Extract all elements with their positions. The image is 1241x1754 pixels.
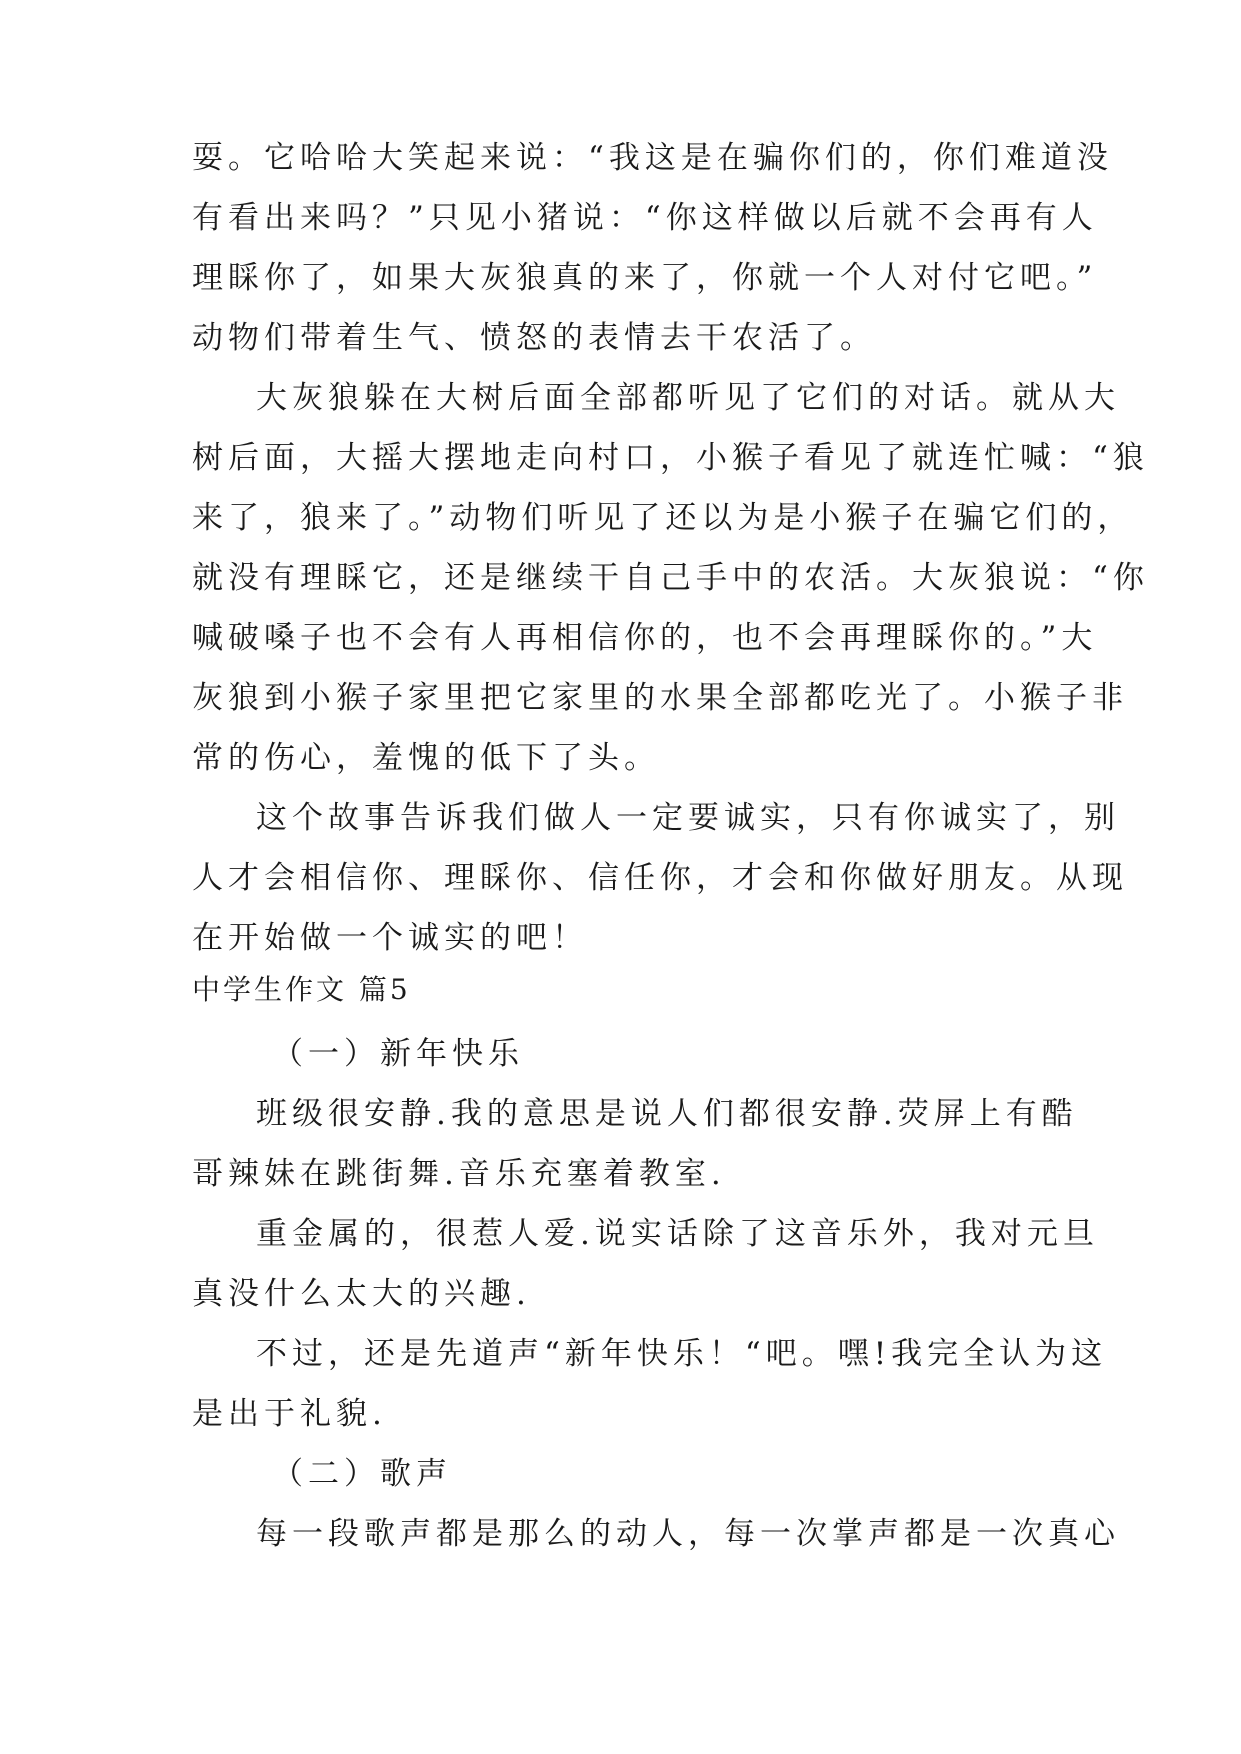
text-line: 不过，还是先道声“新年快乐！“吧。嘿!我完全认为这 <box>256 1336 1108 1372</box>
text-line: 耍。它哈哈大笑起来说：“我这是在骗你们的，你们难道没 <box>192 140 1113 176</box>
document-page <box>192 140 1149 1553</box>
text-line: 在开始做一个诚实的吧！ <box>192 920 588 956</box>
text-line: 来了，狼来了。”动物们听见了还以为是小猴子在骗它们的， <box>192 500 1134 536</box>
text-line: 常的伤心，羞愧的低下了头。 <box>192 740 660 776</box>
paragraph-3 <box>192 800 1128 957</box>
text-line: 喊破嗓子也不会有人再相信你的，也不会再理睬你的。”大 <box>192 620 1098 656</box>
text-line: 是出于礼貌. <box>192 1396 387 1432</box>
paragraph-2 <box>192 380 1149 777</box>
text-line: 就没有理睬它，还是继续干自己手中的农活。大灰狼说：“你 <box>192 560 1149 596</box>
text-line: 理睬你了，如果大灰狼真的来了，你就一个人对付它吧。” <box>192 260 1098 296</box>
paragraph-1 <box>192 140 1113 357</box>
section-body <box>192 1036 1120 1553</box>
text-line: 有看出来吗？”只见小猪说：“你这样做以后就不会再有人 <box>192 200 1098 236</box>
text-line: 动物们带着生气、愤怒的表情去干农活了。 <box>192 320 876 356</box>
text-line: 重金属的，很惹人爱.说实话除了这音乐外，我对元旦 <box>256 1216 1099 1252</box>
text-line: 真没什么太大的兴趣. <box>192 1276 531 1312</box>
text-line: 人才会相信你、理睬你、信任你，才会和你做好朋友。从现 <box>192 860 1128 896</box>
subtitle: （二）歌声 <box>272 1456 452 1492</box>
section-heading: 中学生作文 篇5 <box>192 973 411 1006</box>
text-line: 每一段歌声都是那么的动人，每一次掌声都是一次真心 <box>256 1516 1120 1552</box>
subtitle: （一）新年快乐 <box>272 1036 524 1072</box>
text-line: 班级很安静.我的意思是说人们都很安静.荧屏上有酷 <box>256 1096 1078 1132</box>
text-line: 灰狼到小猴子家里把它家里的水果全部都吃光了。小猴子非 <box>192 680 1128 716</box>
text-line: 哥辣妹在跳街舞.音乐充塞着教室. <box>192 1156 726 1192</box>
text-line: 大灰狼躲在大树后面全部都听见了它们的对话。就从大 <box>256 380 1120 416</box>
text-line: 这个故事告诉我们做人一定要诚实，只有你诚实了，别 <box>256 800 1120 836</box>
text-line: 树后面，大摇大摆地走向村口，小猴子看见了就连忙喊：“狼 <box>192 440 1149 476</box>
